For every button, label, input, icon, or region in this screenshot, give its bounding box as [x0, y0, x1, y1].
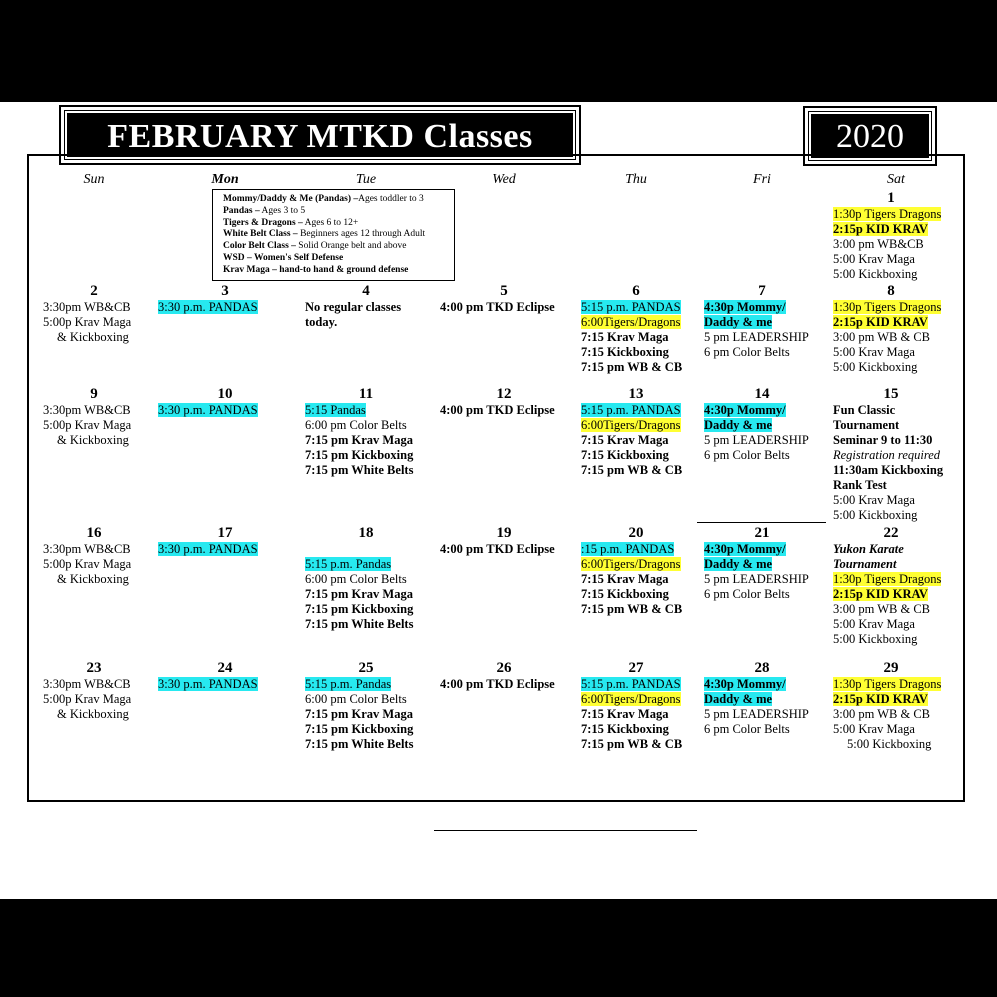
- dow-sat: Sat: [887, 172, 905, 187]
- class-entry: 5:15 p.m. PANDAS: [581, 300, 681, 314]
- day-cell-18: [305, 557, 413, 632]
- class-entry: 5:00p Krav Maga: [43, 557, 132, 571]
- class-entry: 11:30am Kickboxing: [833, 463, 944, 477]
- calendar-page: [0, 102, 997, 899]
- day-cell-7: [704, 300, 809, 360]
- class-entry: 2:15p KID KRAV: [833, 587, 928, 601]
- day-cell-10: [158, 403, 258, 418]
- day-cell-9: [43, 403, 131, 448]
- day-cell-29: [833, 677, 941, 752]
- day-number: 27: [628, 660, 644, 676]
- legend-item: Krav Maga – hand-to hand & ground defense: [223, 264, 409, 275]
- day-number: 4: [362, 283, 370, 299]
- class-entry: Daddy & me: [704, 557, 773, 571]
- class-entry: 3:30pm WB&CB: [43, 403, 131, 417]
- class-entry: & Kickboxing: [57, 433, 129, 447]
- day-number: 22: [883, 525, 899, 541]
- class-entry: 7:15 Kickboxing: [581, 587, 669, 601]
- day-number: 21: [754, 525, 770, 541]
- class-entry: 5:00 Krav Maga: [833, 617, 915, 631]
- class-entry: 5:00 Krav Maga: [833, 493, 915, 507]
- class-entry: 4:30p Mommy/: [704, 677, 786, 691]
- class-entry: 4:00 pm TKD Eclipse: [440, 403, 555, 417]
- day-cell-17: [158, 542, 258, 557]
- class-entry: Rank Test: [833, 478, 887, 492]
- class-entry: & Kickboxing: [57, 330, 129, 344]
- class-entry: 6:00Tigers/Dragons: [581, 692, 681, 706]
- day-number: 19: [496, 525, 512, 541]
- day-cell-5: [440, 300, 555, 315]
- class-entry: 7:15 pm White Belts: [305, 617, 414, 631]
- class-entry: 1:30p Tigers Dragons: [833, 207, 942, 221]
- day-number: 24: [217, 660, 233, 676]
- class-entry: 5 pm LEADERSHIP: [704, 433, 809, 447]
- class-entry: No regular classes: [305, 300, 402, 314]
- day-number: 13: [628, 386, 644, 402]
- class-entry: 5:15 p.m. PANDAS: [581, 403, 681, 417]
- class-entry: 7:15 Kickboxing: [581, 345, 669, 359]
- day-cell-12: [440, 403, 555, 418]
- day-number: 11: [358, 386, 374, 402]
- class-entry: 3:00 pm WB & CB: [833, 330, 931, 344]
- class-entry: 7:15 pm Krav Maga: [305, 707, 413, 721]
- legend-item: Color Belt Class – Solid Orange belt and above: [223, 241, 407, 252]
- dow-tue: Tue: [355, 172, 377, 187]
- divider-line: [697, 522, 826, 523]
- day-number: 25: [358, 660, 374, 676]
- day-cell-8: [833, 300, 941, 375]
- footer-line: [434, 830, 697, 831]
- day-number: 7: [758, 283, 766, 299]
- day-cell-3: [158, 300, 258, 315]
- class-entry: 6:00Tigers/Dragons: [581, 315, 681, 329]
- class-entry: 3:30 p.m. PANDAS: [158, 300, 258, 314]
- class-entry: 6:00Tigers/Dragons: [581, 418, 681, 432]
- class-entry: Daddy & me: [704, 418, 773, 432]
- class-entry: 3:30pm WB&CB: [43, 677, 131, 691]
- class-entry: 5 pm LEADERSHIP: [704, 330, 809, 344]
- legend-item: WSD – Women's Self Defense: [223, 252, 344, 263]
- day-cell-1: [833, 207, 941, 282]
- class-entry: Daddy & me: [704, 315, 773, 329]
- class-entry: 6 pm Color Belts: [704, 722, 790, 736]
- legend-item: Mommy/Daddy & Me (Pandas) –Ages toddler to 3: [223, 194, 424, 204]
- class-entry: 6 pm Color Belts: [704, 587, 790, 601]
- day-number: 23: [86, 660, 102, 676]
- class-entry: Daddy & me: [704, 692, 773, 706]
- page-title: FEBRUARY MTKD Classes: [65, 111, 575, 159]
- class-entry: 7:15 pm Kickboxing: [305, 602, 414, 616]
- day-number: 28: [754, 660, 770, 676]
- class-entry: & Kickboxing: [57, 707, 129, 721]
- class-entry: 5:00p Krav Maga: [43, 315, 132, 329]
- class-entry: Tournament: [833, 418, 900, 432]
- class-entry: 7:15 Krav Maga: [581, 707, 669, 721]
- class-entry: 7:15 pm Kickboxing: [305, 722, 414, 736]
- class-entry: 5:00 Kickboxing: [847, 737, 932, 751]
- day-number: 16: [86, 525, 102, 541]
- day-number: 3: [221, 283, 229, 299]
- day-cell-14: [704, 403, 809, 463]
- class-entry: 5:00 Kickboxing: [833, 508, 918, 522]
- class-entry: Registration required: [833, 448, 941, 462]
- class-entry: 6 pm Color Belts: [704, 448, 790, 462]
- day-cell-2: [43, 300, 131, 345]
- class-entry: 4:00 pm TKD Eclipse: [440, 677, 555, 691]
- class-entry: 3:00 pm WB&CB: [833, 237, 924, 251]
- class-entry: 6:00 pm Color Belts: [305, 418, 407, 432]
- class-entry: 3:30 p.m. PANDAS: [158, 677, 258, 691]
- class-entry: 6:00 pm Color Belts: [305, 572, 407, 586]
- day-number: 15: [883, 386, 899, 402]
- day-number: 2: [90, 283, 98, 299]
- legend-item: Tigers & Dragons – Ages 6 to 12+: [223, 217, 359, 228]
- class-entry: 5:00 Kickboxing: [833, 267, 918, 281]
- day-number: 14: [754, 386, 770, 402]
- class-entry: 7:15 pm WB & CB: [581, 737, 683, 751]
- day-number: 29: [883, 660, 899, 676]
- legend-item: Pandas – Ages 3 to 5: [223, 205, 306, 216]
- dow-wed: Wed: [492, 172, 516, 187]
- day-number: 8: [887, 283, 895, 299]
- class-entry: 4:00 pm TKD Eclipse: [440, 542, 555, 556]
- class-entry: Yukon Karate: [833, 542, 904, 556]
- day-cell-11: [305, 403, 413, 478]
- day-number: 12: [496, 386, 512, 402]
- class-entry: 5:00p Krav Maga: [43, 692, 132, 706]
- class-entry: 4:30p Mommy/: [704, 403, 786, 417]
- dow-mon: Mon: [211, 172, 239, 187]
- class-entry: 7:15 pm WB & CB: [581, 602, 683, 616]
- day-cell-25: [305, 677, 413, 752]
- class-entry: 5:00 Krav Maga: [833, 252, 915, 266]
- day-cell-24: [158, 677, 258, 692]
- class-entry: 5:00 Kickboxing: [833, 360, 918, 374]
- day-cell-16: [43, 542, 131, 587]
- class-entry: 7:15 pm White Belts: [305, 737, 414, 751]
- day-number: 5: [500, 283, 508, 299]
- day-cell-23: [43, 677, 131, 722]
- class-entry: 7:15 Kickboxing: [581, 448, 669, 462]
- class-entry: & Kickboxing: [57, 572, 129, 586]
- class-entry: 5:00p Krav Maga: [43, 418, 132, 432]
- class-entry: 6 pm Color Belts: [704, 345, 790, 359]
- class-entry: 4:30p Mommy/: [704, 300, 786, 314]
- day-cell-28: [704, 677, 809, 737]
- day-cell-13: [581, 403, 682, 478]
- class-entry: 7:15 Kickboxing: [581, 722, 669, 736]
- class-entry: 7:15 pm White Belts: [305, 463, 414, 477]
- day-number: 20: [628, 525, 644, 541]
- class-entry: 6:00 pm Color Belts: [305, 692, 407, 706]
- class-entry: today.: [305, 315, 338, 329]
- day-number: 10: [217, 386, 233, 402]
- day-cell-15: [833, 403, 943, 523]
- class-entry: 7:15 pm WB & CB: [581, 463, 683, 477]
- day-cell-22: [833, 542, 941, 647]
- class-entry: 5:15 p.m. PANDAS: [581, 677, 681, 691]
- day-cell-19: [440, 542, 555, 557]
- dow-fri: Fri: [753, 172, 771, 187]
- class-entry: 3:00 pm WB & CB: [833, 602, 931, 616]
- day-number: 26: [496, 660, 512, 676]
- class-entry: 3:30 p.m. PANDAS: [158, 403, 258, 417]
- day-number: 1: [887, 190, 895, 206]
- year-label: 2020: [809, 112, 931, 160]
- class-entry: 7:15 pm Krav Maga: [305, 587, 413, 601]
- calendar-frame: [27, 154, 965, 802]
- class-entry: 1:30p Tigers Dragons: [833, 677, 942, 691]
- class-entry: 5:15 p.m. Pandas: [305, 557, 392, 571]
- day-number: 18: [358, 525, 374, 541]
- day-cell-6: [581, 300, 682, 375]
- day-cell-27: [581, 677, 682, 752]
- class-entry: Seminar 9 to 11:30: [833, 433, 933, 447]
- class-entry: :15 p.m. PANDAS: [581, 542, 675, 556]
- day-cell-21: [704, 542, 809, 602]
- class-entry: 4:00 pm TKD Eclipse: [440, 300, 555, 314]
- class-entry: 7:15 pm Krav Maga: [305, 433, 413, 447]
- class-entry: 5:00 Krav Maga: [833, 722, 915, 736]
- class-entry: 5 pm LEADERSHIP: [704, 707, 809, 721]
- class-entry: 7:15 pm WB & CB: [581, 360, 683, 374]
- class-entry: 3:30 p.m. PANDAS: [158, 542, 258, 556]
- class-entry: 7:15 Krav Maga: [581, 572, 669, 586]
- day-number: 17: [217, 525, 233, 541]
- day-number: 6: [632, 283, 640, 299]
- class-entry: 5:00 Kickboxing: [833, 632, 918, 646]
- dow-thu: Thu: [625, 172, 647, 187]
- class-entry: 2:15p KID KRAV: [833, 222, 928, 236]
- class-entry: 5:15 Pandas: [305, 403, 366, 417]
- day-cell-26: [440, 677, 555, 692]
- class-entry: Tournament: [833, 557, 897, 571]
- class-entry: 2:15p KID KRAV: [833, 692, 928, 706]
- dow-sun: Sun: [83, 172, 105, 187]
- class-entry: 7:15 Krav Maga: [581, 433, 669, 447]
- class-entry: 1:30p Tigers Dragons: [833, 300, 942, 314]
- class-legend: [212, 189, 455, 281]
- class-entry: 5 pm LEADERSHIP: [704, 572, 809, 586]
- class-entry: 7:15 pm Kickboxing: [305, 448, 414, 462]
- class-entry: 3:00 pm WB & CB: [833, 707, 931, 721]
- class-entry: 2:15p KID KRAV: [833, 315, 928, 329]
- day-cell-4: [305, 300, 401, 330]
- class-entry: 5:15 p.m. Pandas: [305, 677, 392, 691]
- class-entry: 4:30p Mommy/: [704, 542, 786, 556]
- class-entry: 7:15 Krav Maga: [581, 330, 669, 344]
- legend-item: White Belt Class – Beginners ages 12 through Adult: [223, 229, 426, 240]
- class-entry: 6:00Tigers/Dragons: [581, 557, 681, 571]
- class-entry: 3:30pm WB&CB: [43, 542, 131, 556]
- class-entry: 5:00 Krav Maga: [833, 345, 915, 359]
- day-number: 9: [90, 386, 98, 402]
- class-entry: Fun Classic: [833, 403, 896, 417]
- day-cell-20: [581, 542, 682, 617]
- class-entry: 1:30p Tigers Dragons: [833, 572, 942, 586]
- class-entry: 3:30pm WB&CB: [43, 300, 131, 314]
